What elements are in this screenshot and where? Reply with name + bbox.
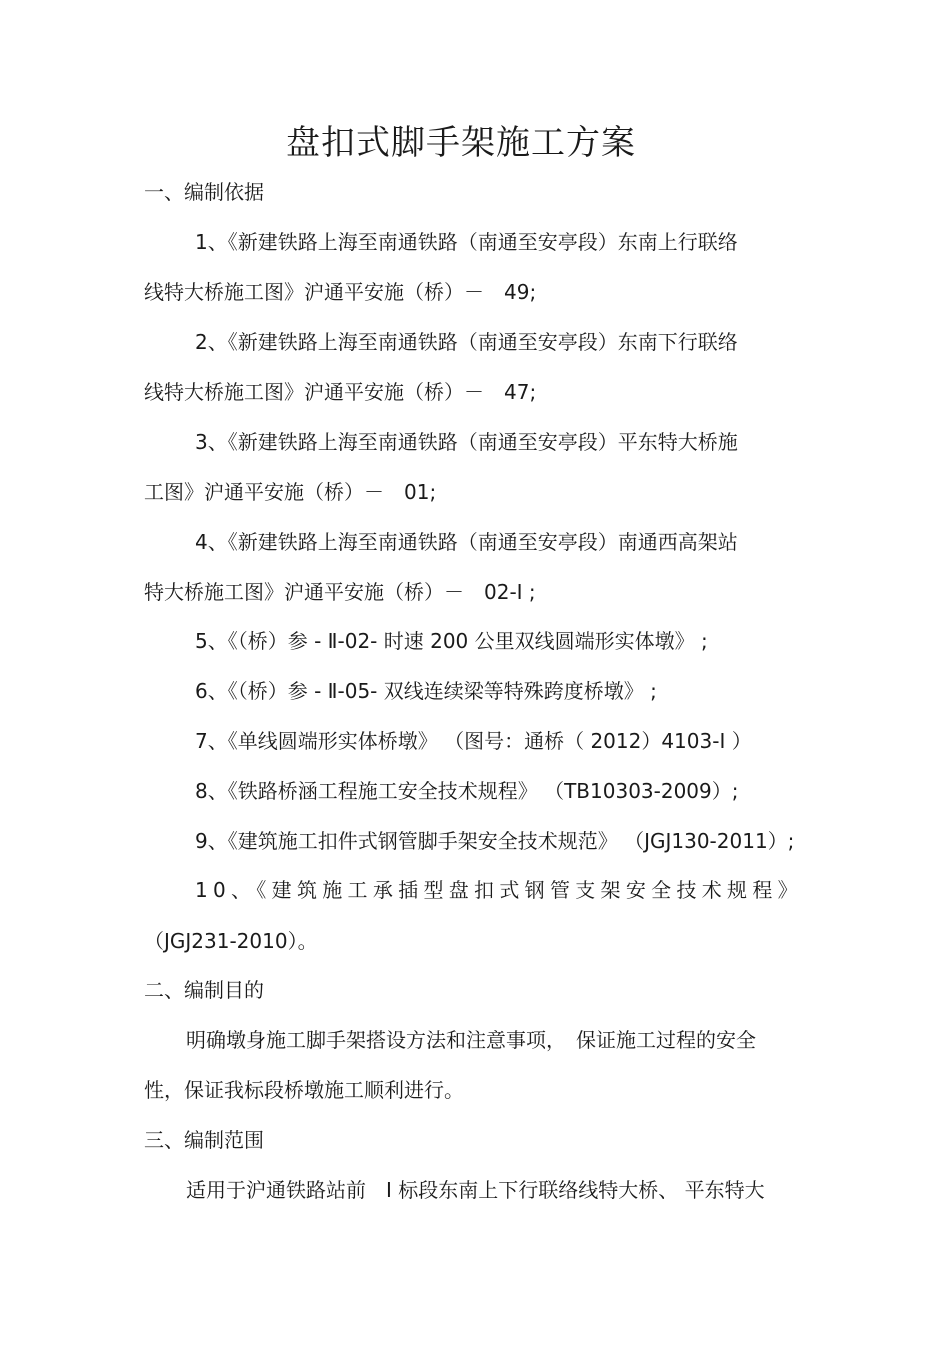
section-heading-scope: 三、编制范围 bbox=[144, 1128, 264, 1152]
basis-item-5: 5、《（桥）参 - Ⅱ-02- 时速 200 公里双线圆端形实体墩》 ; bbox=[195, 629, 708, 653]
basis-item-3-line1: 3、《新建铁路上海至南通铁路（南通至安亭段）平东特大桥施 bbox=[195, 430, 738, 454]
purpose-text-line2: 性，保证我标段桥墩施工顺利进行。 bbox=[144, 1078, 464, 1102]
basis-item-2-line1: 2、《新建铁路上海至南通铁路（南通至安亭段）东南下行联络 bbox=[195, 330, 738, 354]
basis-item-3-line2: 工图》沪通平安施（桥）－ 01; bbox=[144, 480, 437, 504]
basis-item-1-line1: 1、《新建铁路上海至南通铁路（南通至安亭段）东南上行联络 bbox=[195, 230, 738, 254]
purpose-text-line1: 明确墩身施工脚手架搭设方法和注意事项， 保证施工过程的安全 bbox=[186, 1028, 756, 1052]
basis-item-10-line2: （JGJ231-2010）。 bbox=[144, 929, 318, 953]
basis-item-4-line1: 4、《新建铁路上海至南通铁路（南通至安亭段）南通西高架站 bbox=[195, 530, 738, 554]
basis-item-1-line2: 线特大桥施工图》沪通平安施（桥）－ 49; bbox=[144, 280, 537, 304]
section-heading-purpose: 二、编制目的 bbox=[144, 978, 264, 1002]
basis-item-6: 6、《（桥）参 - Ⅱ-05- 双线连续梁等特殊跨度桥墩》 ; bbox=[195, 679, 657, 703]
basis-item-9: 9、《建筑施工扣件式钢管脚手架安全技术规范》 （JGJ130-2011）; bbox=[195, 829, 795, 853]
basis-item-7: 7、《单线圆端形实体桥墩》 （图号：通桥（ 2012）4103-I ） bbox=[195, 729, 752, 753]
basis-item-8: 8、《铁路桥涵工程施工安全技术规程》 （TB10303-2009）; bbox=[195, 779, 739, 803]
basis-item-4-line2: 特大桥施工图》沪通平安施（桥）－ 02-I ; bbox=[144, 580, 536, 604]
scope-text-line1: 适用于沪通铁路站前 I 标段东南上下行联络线特大桥、 平东特大 bbox=[186, 1178, 765, 1202]
basis-item-2-line2: 线特大桥施工图》沪通平安施（桥）－ 47; bbox=[144, 380, 537, 404]
basis-item-10-line1: 10、《建筑施工承插型盘扣式钢管支架安全技术规程》 bbox=[195, 878, 803, 902]
document-title: 盘扣式脚手架施工方案 bbox=[286, 123, 636, 163]
section-heading-basis: 一、编制依据 bbox=[144, 180, 264, 204]
